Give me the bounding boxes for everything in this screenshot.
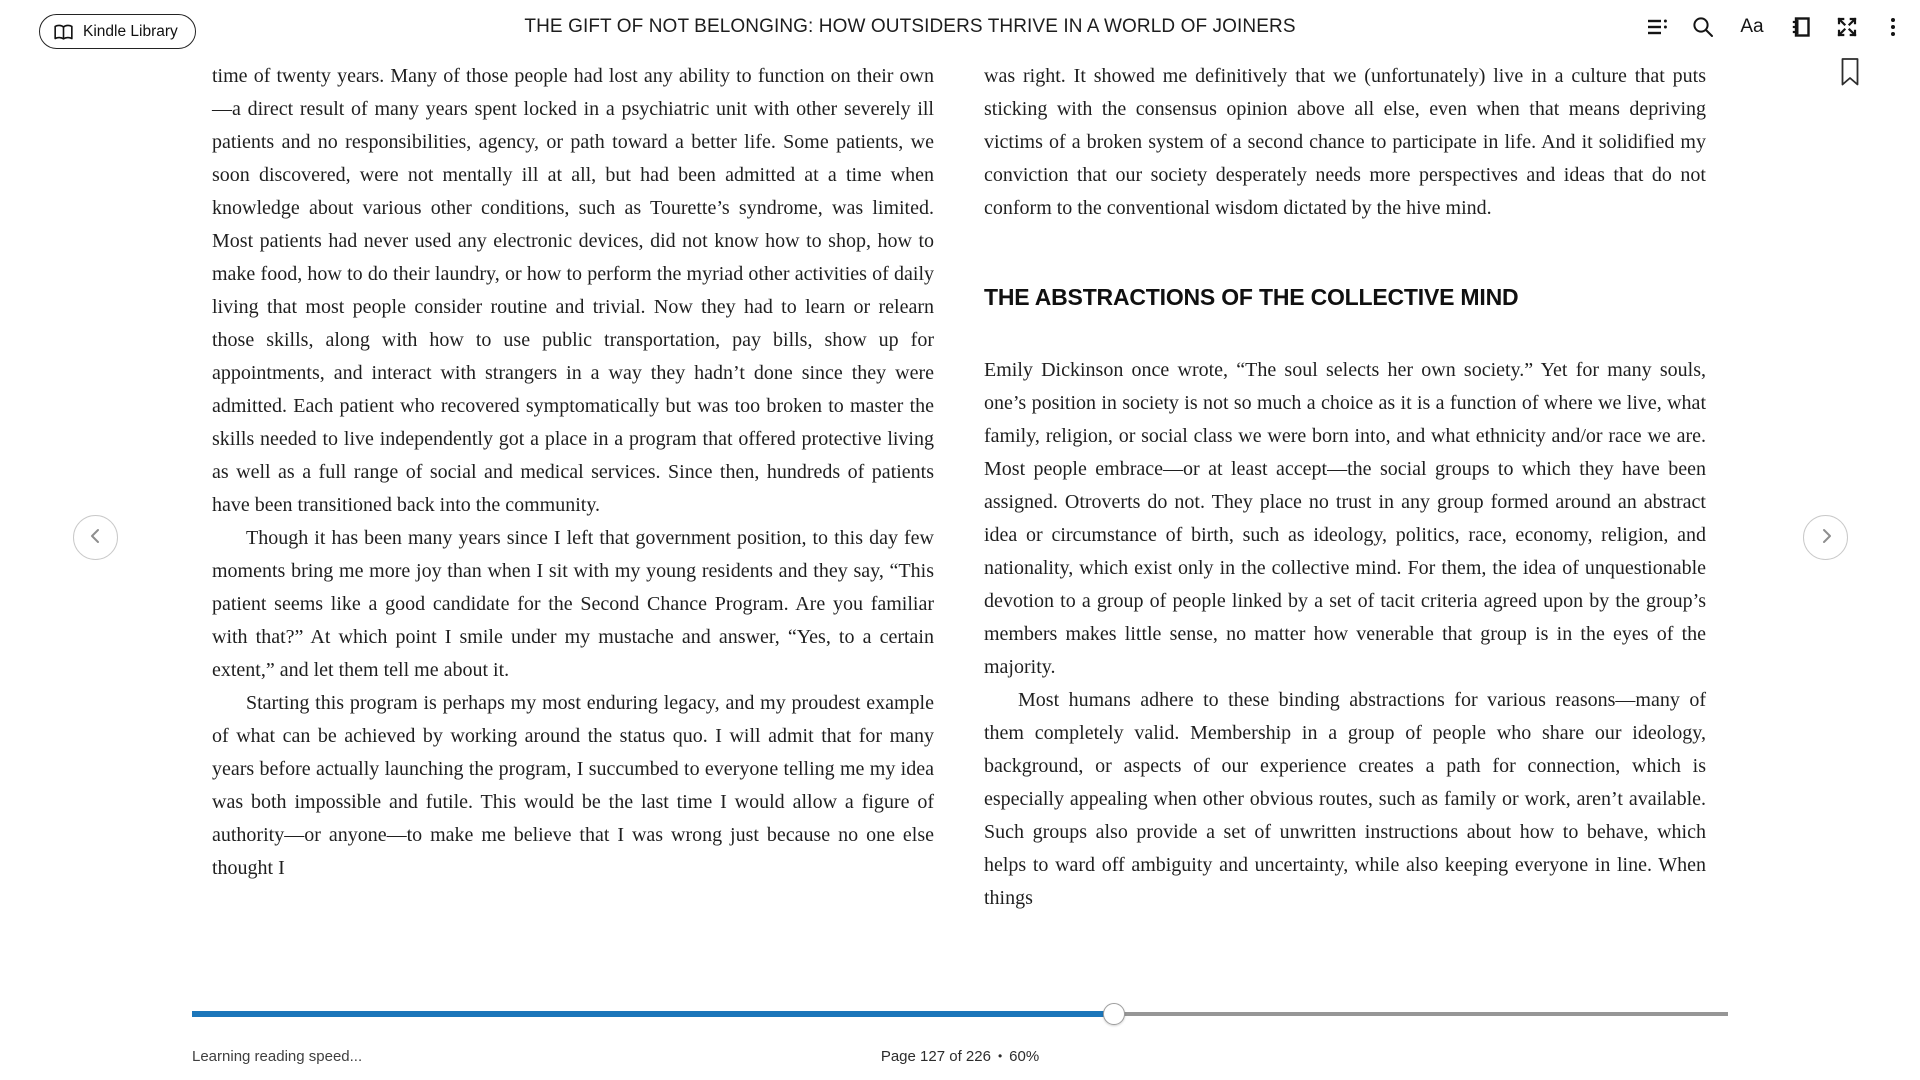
bookmark-button[interactable] [1837,57,1863,89]
toc-list-icon [1645,15,1669,39]
chevron-left-icon [85,525,107,550]
page-info [0,1048,1920,1065]
kindle-library-button[interactable] [39,14,196,49]
open-book-icon [53,23,74,41]
previous-page-button[interactable] [73,515,118,560]
paragraph: was right. It showed me definitively that we (unfortunately) live in a culture that puts sticking with the consensus opinion above all else, even when that means depriving victims of a broken system of a second chance to participate in life. And it solidified my conviction that our society desperately needs more perspectives and ideas that do not conform to the conventional wisdom dictated by the hive mind. [984,65,1706,219]
top-bar [0,0,1920,52]
toolbar-icons [1644,14,1906,40]
paragraph: Emily Dickinson once wrote, “The soul selects her own society.” Yet for many souls, one’s position in society is not so much a choice as it is a function of where we live, what family, religion, or social class we were born into, and what ethnicity and/or race we are. Most people embrace—or at least accept—the social groups to which they have been assigned. Otroverts do not. They place no trust in any group formed around an abstract idea or circumstance of birth, such as ideology, politics, race, economy, religion, and nationality, which exist only in the collective mind. For them, the idea of unquestionable devotion to a group of people linked by a set of tacit criteria agreed upon by the group’s members makes little sense, no matter how venerable that group is in the eyes of the majority. [984,359,1706,678]
section-heading: THE ABSTRACTIONS OF THE COLLECTIVE MIND [984,284,1519,310]
page-layout-icon [1789,15,1813,39]
progress-knob[interactable] [1103,1003,1125,1025]
paragraph: time of twenty years. Many of those people had lost any ability to function on their own—a direct result of many years spent locked in a psychiatric unit with other severely ill patients and no responsibilities, agency, or path toward a better life. Some patients, we soon discovered, were not mentally ill at all, but had been admitted at a time when knowledge about various other conditions, such as Tourette’s syndrome, was limited. Most patients had never used any electronic devices, did not know how to shop, how to make food, how to do their laundry, or how to perform the myriad other activities of daily living that most people consider routine and trivial. Now they had to learn or relearn those skills, along with how to use public transportation, pay bills, show up for appointments, and interact with strangers in a way they hadn’t done since they were admitted. Each patient who recovered symptomatically but was too broken to master the skills needed to live independently got a place in a program that offered protective living as well as a full range of social and medical services. Since then, hundreds of patients have been transitioned back into the community. [212,65,934,516]
fullscreen-button[interactable] [1834,14,1860,40]
kindle-library-label: Kindle Library [83,22,178,40]
paragraph: Though it has been many years since I left that government position, to this day few moments bring me more joy than when I sit with my young residents and they say, “This patient seems like a good candidate for the Second Chance Program. Are you familiar with that?” At which point I smile under my mustache and answer, “Yes, to a certain extent,” and let them tell me about it. [212,527,934,681]
paragraph: Most humans adhere to these binding abstractions for various reasons—many of them completely valid. Membership in a group of people who share our ideology, background, or aspects of our experience creates a path for connection, which is especially appealing when other obvious routes, such as family or work, aren’t available. Such groups also provide a set of unwritten instructions about how to behave, which helps to ward off ambiguity and uncertainty, while also keeping everyone in line. When things [984,689,1706,909]
right-text-column [984,60,1706,915]
bullet-separator: • [997,1049,1003,1063]
contents-notes-button[interactable] [1644,14,1670,40]
kebab-menu-icon [1881,15,1905,39]
progress-percent-label: 60% [1009,1048,1040,1065]
paragraph: Starting this program is perhaps my most enduring legacy, and my proudest example of what can be achieved by working around the status quo. I will admit that for many years before actually launching the program, I succumbed to everyone telling me my idea was both impossible and futile. This would be the last time I would allow a figure of authority—or anyone—to make me believe that I was wrong just because no one else thought I [212,692,934,879]
next-page-button[interactable] [1803,515,1848,560]
book-title: THE GIFT OF NOT BELONGING: HOW OUTSIDERS THRIVE IN A WORLD OF JOINERS [524,16,1296,37]
chevron-right-icon [1815,525,1837,550]
fullscreen-expand-icon [1835,15,1859,39]
progress-slider-track[interactable] [192,1012,1728,1016]
search-icon [1691,15,1715,39]
reading-view-button[interactable] [1788,14,1814,40]
progress-fill [192,1011,1114,1017]
bookmark-icon [1838,75,1862,90]
page-number-label: Page 127 of 226 [880,1048,991,1065]
left-text-column [212,60,934,885]
search-button[interactable] [1690,14,1716,40]
aa-typography-icon: Aa [1740,16,1764,37]
overflow-menu-button[interactable] [1880,14,1906,40]
font-settings-button[interactable] [1736,14,1768,40]
reading-speed-status: Learning reading speed... [192,1048,363,1065]
